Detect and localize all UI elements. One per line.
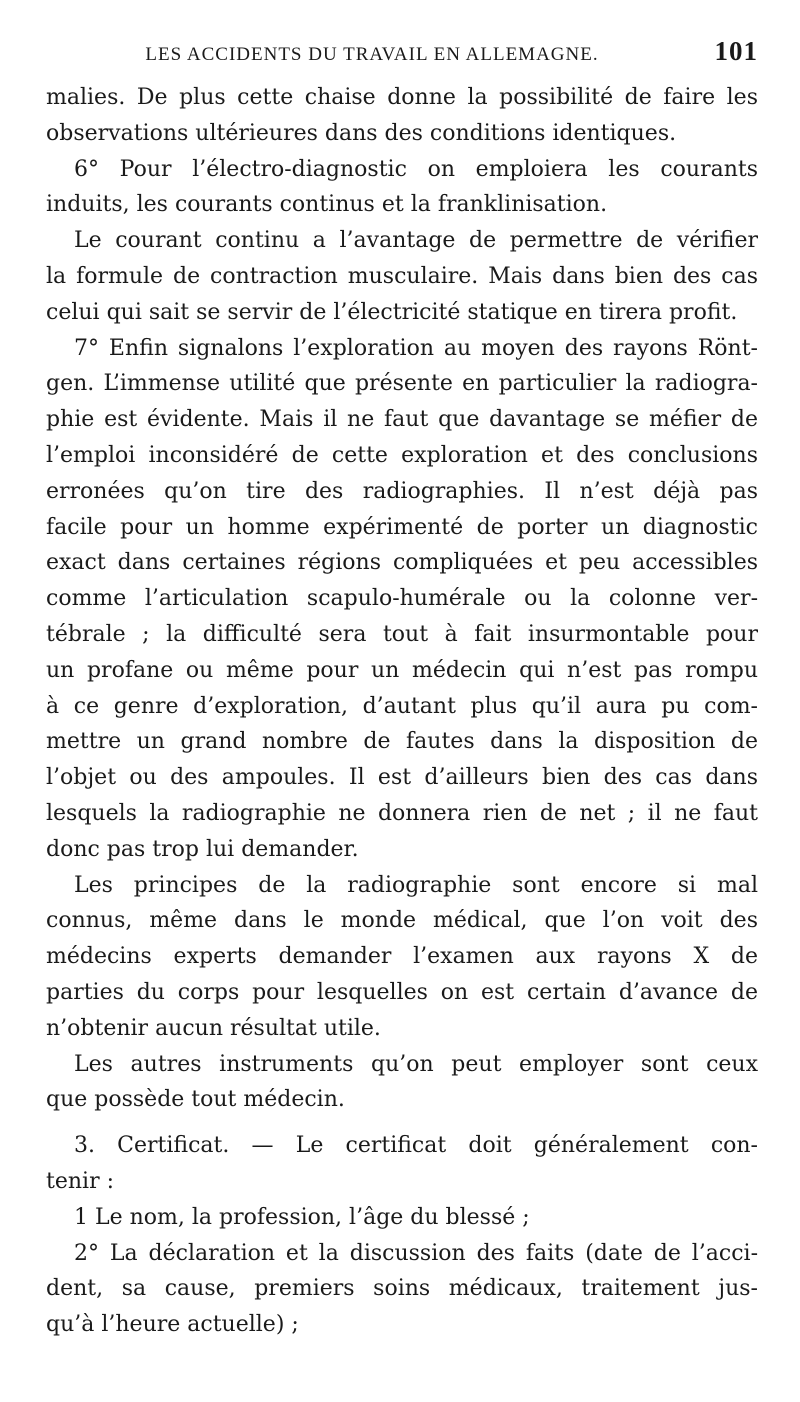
text-line: la formule de contraction musculaire. Mais dans bien des cas (46, 263, 758, 289)
text-line: tenir : (46, 1168, 114, 1194)
text-line: l’objet ou des ampoules. Il est d’ailleurs bien des cas dans (46, 765, 758, 791)
text-line: 6° Pour l’électro-diagnostic on emploiera les courants (74, 156, 758, 182)
text-line: un profane ou même pour un médecin qui n’est pas rompu (46, 657, 758, 683)
text-line: 1 Le nom, la profession, l’âge du blessé ; (74, 1204, 530, 1230)
text-line: médecins experts demander l’examen aux rayons X de (46, 944, 758, 970)
text-line: qu’à l’heure actuelle) ; (46, 1312, 299, 1338)
text-line: erronées qu’on tire des radiographies. Il n’est déjà pas (46, 478, 758, 504)
text-line: Les principes de la radiographie sont encore si mal (74, 872, 758, 898)
page-number: 101 (714, 36, 758, 66)
text-line: tébrale ; la difficulté sera tout à fait insurmontable pour (46, 621, 758, 647)
text-line: phie est évidente. Mais il ne faut que davantage se méfier de (46, 407, 758, 433)
text-line: comme l’articulation scapulo-humérale ou la colonne ver- (46, 586, 758, 612)
text-line: exact dans certaines régions compliquées et peu accessibles (46, 550, 758, 576)
text-line: observations ultérieures dans des conditions identiques. (46, 120, 677, 146)
text-line: n’obtenir aucun résultat utile. (46, 1015, 381, 1041)
text-line: facile pour un homme expérimenté de porter un diagnostic (46, 514, 758, 540)
body-text (46, 80, 758, 1343)
text-line: Le courant continu a l’avantage de permettre de vérifier (74, 228, 758, 254)
text-line: celui qui sait se servir de l’électricité statique en tirera profit. (46, 299, 738, 325)
text-line: 3. Certificat. — Le certificat doit généralement con- (74, 1133, 758, 1159)
text-line: l’emploi inconsidéré de cette exploration et des conclusions (46, 442, 758, 468)
text-line: connus, même dans le monde médical, que l’on voit des (46, 908, 758, 934)
text-line: à ce genre d’exploration, d’autant plus qu’il aura pu com- (46, 693, 758, 719)
text-line: lesquels la radiographie ne donnera rien de net ; il ne faut (46, 800, 758, 826)
text-line: mettre un grand nombre de fautes dans la disposition de (46, 729, 758, 755)
text-line: 7° Enfin signalons l’exploration au moyen des rayons Rönt- (74, 335, 758, 361)
text-line: malies. De plus cette chaise donne la possibilité de faire les (46, 85, 758, 110)
text-line: 2° La déclaration et la discussion des faits (date de l’acci- (74, 1240, 758, 1266)
text-line: que possède tout médecin. (46, 1087, 345, 1113)
text-line: induits, les courants continus et la franklinisation. (46, 192, 608, 218)
text-line: gen. L’immense utilité que présente en particulier la radiogra- (46, 371, 758, 397)
page-header (46, 38, 758, 80)
section-gap (46, 1118, 758, 1128)
text-line: donc pas trop lui demander. (46, 836, 359, 862)
text-line: parties du corps pour lesquelles on est certain d’avance de (46, 979, 758, 1005)
text-line: dent, sa cause, premiers soins médicaux, traitement jus- (46, 1276, 758, 1302)
running-title: LES ACCIDENTS DU TRAVAIL EN ALLEMAGNE. (145, 44, 599, 65)
text-line: Les autres instruments qu’on peut employer sont ceux (74, 1051, 758, 1077)
